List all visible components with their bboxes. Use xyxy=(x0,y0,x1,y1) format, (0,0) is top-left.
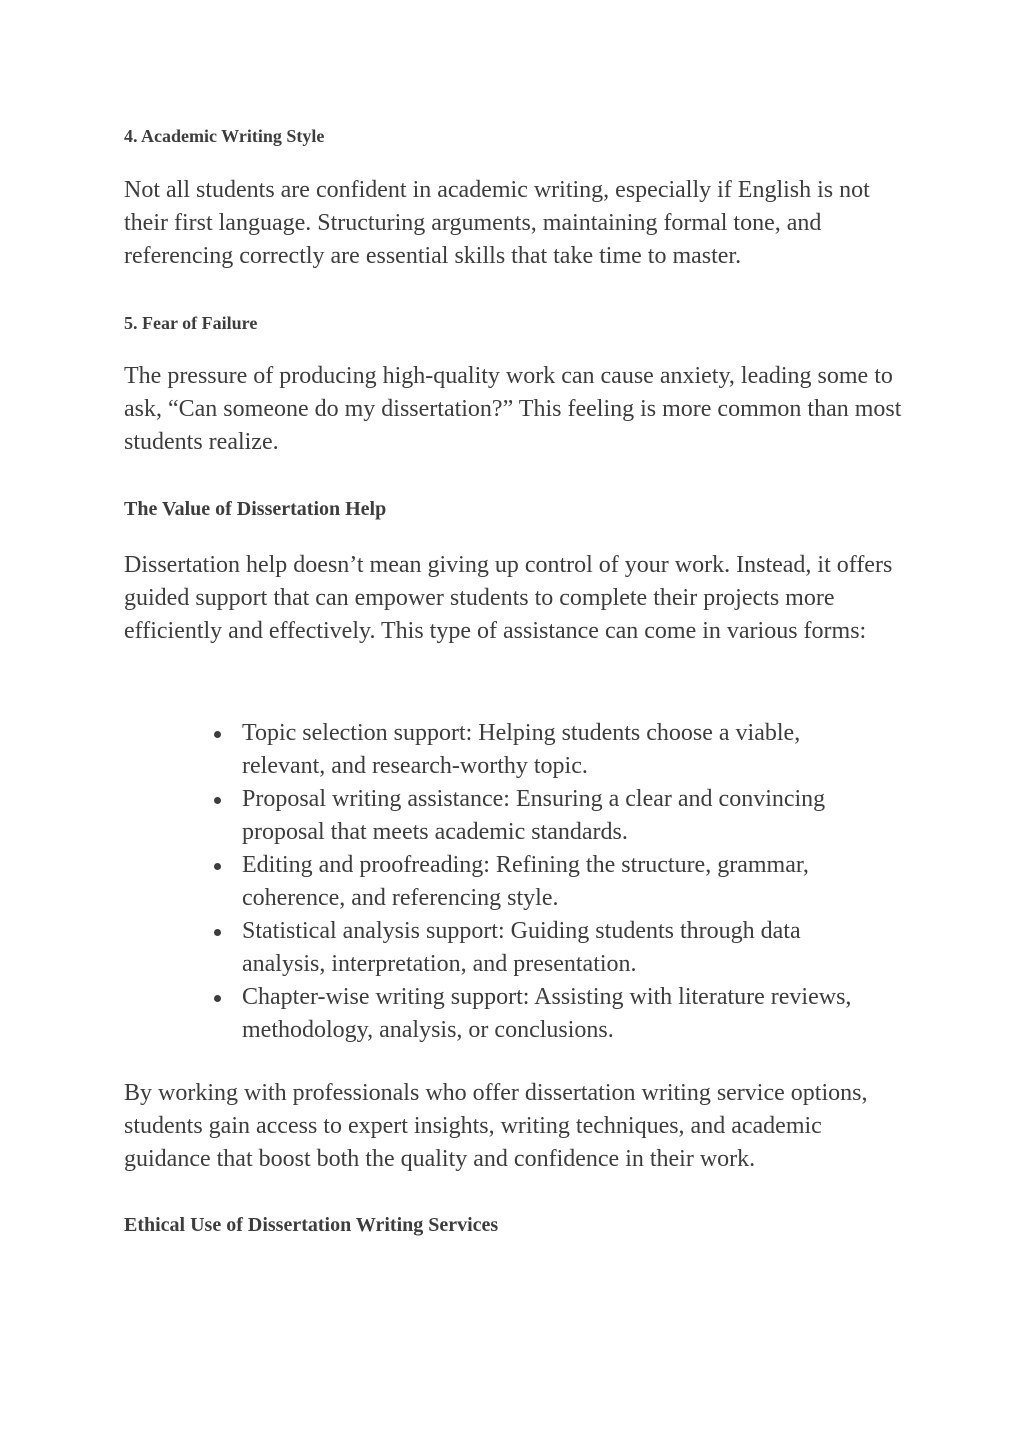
support-forms-list xyxy=(212,717,872,1047)
list-item xyxy=(212,783,872,849)
bullet-icon xyxy=(214,731,221,738)
paragraph-value-closing: By working with professionals who offer dissertation writing service options, students gain access to expert insights, writing techniques, and academic guidance that boost both the quality and confidence in their work. xyxy=(124,1080,868,1172)
bullet-icon xyxy=(214,995,221,1002)
list-item-text: Chapter-wise writing support: Assisting with literature reviews, methodology, analysis, or conclusions. xyxy=(242,984,852,1043)
heading-academic-writing-style: 4. Academic Writing Style xyxy=(124,126,325,146)
paragraph-value-intro: Dissertation help doesn’t mean giving up control of your work. Instead, it offers guided support that can empower students to complete their projects more efficiently and effectively. This type of assistance can come in various forms: xyxy=(124,552,893,644)
bullet-icon xyxy=(214,797,221,804)
list-item xyxy=(212,915,872,981)
list-item-text: Statistical analysis support: Guiding students through data analysis, interpretation, and presentation. xyxy=(242,918,801,977)
list-item xyxy=(212,717,872,783)
bullet-icon xyxy=(214,929,221,936)
paragraph-fear-of-failure: The pressure of producing high-quality work can cause anxiety, leading some to ask, “Can someone do my dissertation?” This feeling is more common than most students realize. xyxy=(124,363,902,455)
heading-fear-of-failure: 5. Fear of Failure xyxy=(124,313,258,333)
paragraph-academic-writing-style: Not all students are confident in academic writing, especially if English is not their first language. Structuring arguments, maintaining formal tone, and referencing correctly are essential skills that take time to master. xyxy=(124,177,870,269)
bullet-icon xyxy=(214,863,221,870)
list-item-text: Proposal writing assistance: Ensuring a clear and convincing proposal that meets academic standards. xyxy=(242,786,826,845)
list-item xyxy=(212,981,872,1047)
list-item xyxy=(212,849,872,915)
heading-ethical-use: Ethical Use of Dissertation Writing Services xyxy=(124,1214,499,1236)
heading-value-of-dissertation-help: The Value of Dissertation Help xyxy=(124,498,387,520)
list-item-text: Editing and proofreading: Refining the structure, grammar, coherence, and referencing style. xyxy=(242,852,809,911)
list-item-text: Topic selection support: Helping students choose a viable, relevant, and research-worthy topic. xyxy=(242,720,801,779)
